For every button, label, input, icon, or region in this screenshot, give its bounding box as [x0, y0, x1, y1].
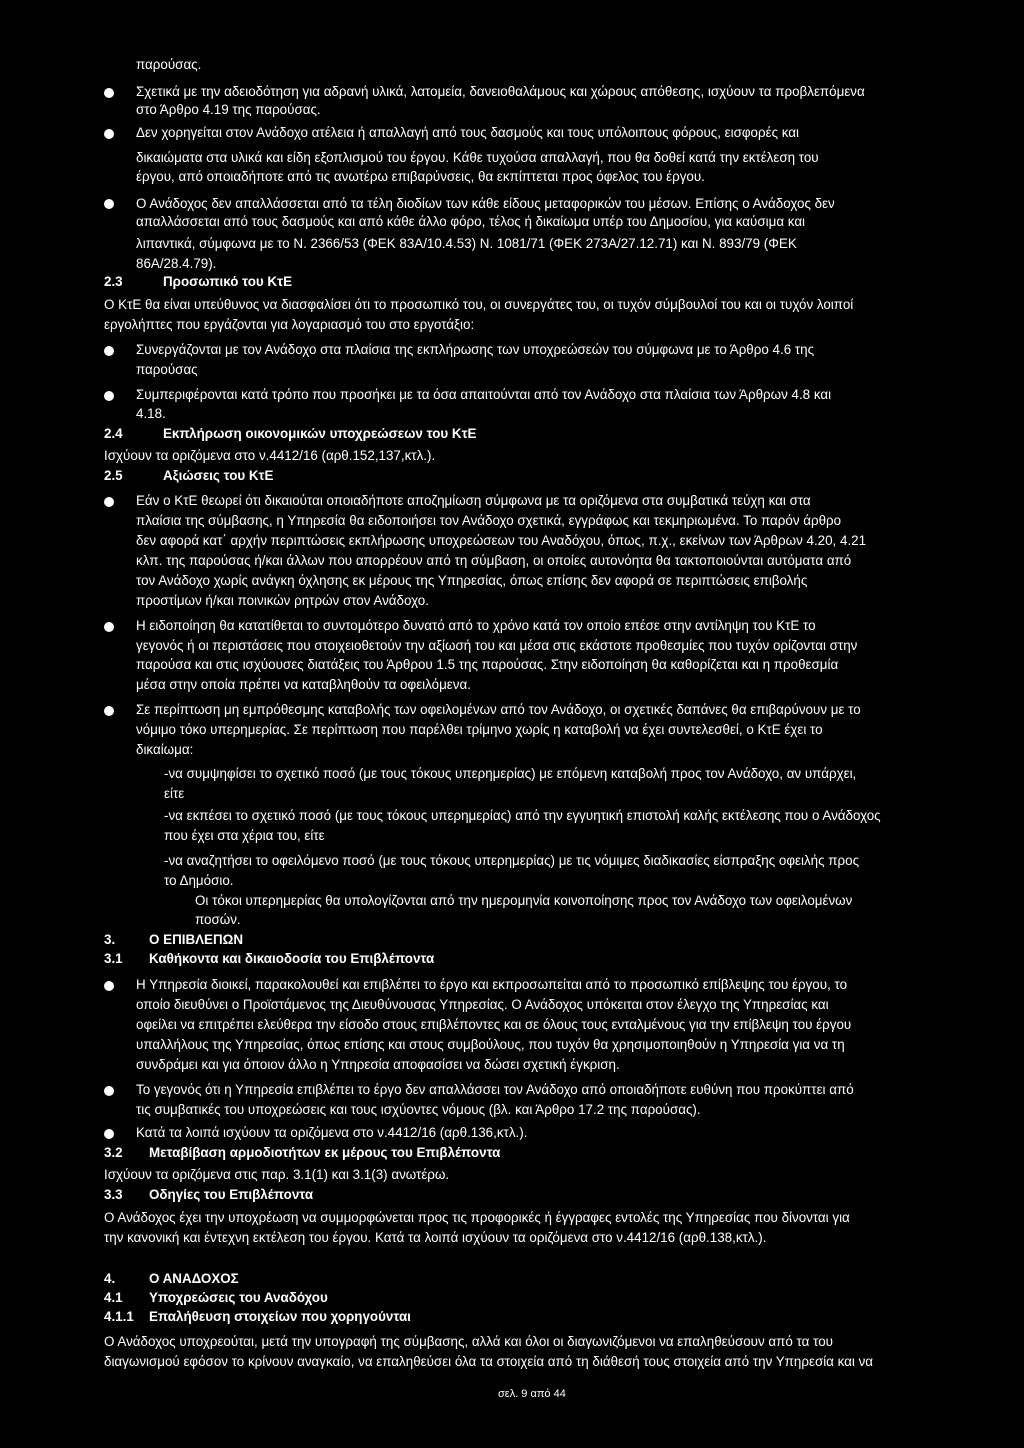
- bullet-icon: [104, 1129, 114, 1139]
- section-number: 3.: [104, 932, 116, 947]
- section-number: 2.4: [104, 426, 123, 441]
- text-line: -να συμψηφίσει το σχετικό ποσό (με τους τόκους υπερημερίας) με επόμενη καταβολή προς τον Ανάδοχο, αν υπάρχει,: [164, 766, 857, 781]
- text-line: δικαιώματα στα υλικά και είδη εξοπλισμού του έργου. Κάθε τυχούσα απαλλαγή, που θα δοθεί κατά την εκτέλεση του: [136, 150, 819, 165]
- text-line: την κανονική και έντεχνη εκτέλεση του έργου. Κατά τα λοιπά ισχύουν τα οριζόμενα στο ν.4412/16 (αρθ.138,κτλ.).: [104, 1230, 767, 1245]
- section-number: 3.1: [104, 951, 123, 966]
- text-line: -να αναζητήσει το οφειλόμενο ποσό (με τους τόκους υπερημερίας) με τις νόμιμες διαδικασίες είσπραξης οφειλής προς: [164, 853, 860, 868]
- text-line: οποίο διευθύνει ο Προϊστάμενος της Διευθύνουσας Υπηρεσίας. Ο Ανάδοχος υπόκειται στον έλεγχο της Υπηρεσίας και: [136, 997, 829, 1012]
- text-line: δεν αφορά κατ΄ αρχήν περιπτώσεις εκπλήρωσης υποχρεώσεων του Αναδόχου, όπως, π.χ., εκείνων των Άρθρων 4.20, 4.21: [136, 533, 867, 548]
- text-line: το Δημόσιο.: [164, 873, 234, 888]
- text-line: Σχετικά με την αδειοδότηση για αδρανή υλικά, λατομεία, δανειοθαλάμους και χώρους απόθεσης, ισχύουν τα προβλεπόμενα: [136, 84, 865, 99]
- section-number: 4.: [104, 1271, 116, 1286]
- bullet-icon: [104, 346, 114, 356]
- text-line: Ισχύουν τα οριζόμενα στις παρ. 3.1(1) και 3.1(3) ανωτέρω.: [104, 1167, 450, 1182]
- text-line: Σε περίπτωση μη εμπρόθεσμης καταβολής των οφειλομένων από τον Ανάδοχο, οι σχετικές δαπάνες θα επιβαρύνουν με το: [136, 702, 861, 717]
- text-line: παρούσας.: [136, 57, 202, 72]
- section-number: 4.1: [104, 1290, 123, 1305]
- text-line: Οι τόκοι υπερημερίας θα υπολογίζονται από την ημερομηνία κοινοποίησης προς τον Ανάδοχο των οφειλομένων: [195, 893, 853, 908]
- section-heading: Οδηγίες του Επιβλέποντα: [149, 1187, 314, 1202]
- text-line: οφείλει να επιτρέπει ελεύθερα την είσοδο στους επιβλέποντες και σε όλους τους ενταλμένους για την επίβλεψη του έργου: [136, 1017, 852, 1032]
- text-line: Ο Ανάδοχος έχει την υποχρέωση να συμμορφώνεται προς τις προφορικές ή έγγραφες εντολές της Υπηρεσίας που δίνονται για: [104, 1210, 850, 1225]
- text-line: έργου, από οποιαδήποτε από τις ανωτέρω επιβαρύνσεις, θα εκπίπτεται προς όφελος του έργου.: [136, 169, 705, 184]
- bullet-icon: [104, 706, 114, 716]
- text-line: απαλλάσσεται από τους δασμούς και από κάθε άλλο φόρο, τέλος ή δικαίωμα υπέρ του Δημοσίου, για καύσιμα και: [136, 214, 806, 229]
- section-number: 2.3: [104, 274, 123, 289]
- text-line: Δεν χορηγείται στον Ανάδοχο ατέλεια ή απαλλαγή από τους δασμούς και τους υπόλοιπους φόρους, εισφορές και: [136, 125, 800, 140]
- section-heading: Επαλήθευση στοιχείων που χορηγούνται: [149, 1309, 411, 1324]
- section-heading: Καθήκοντα και δικαιοδοσία του Επιβλέποντα: [149, 951, 435, 966]
- text-line: προστίμων ή/και ποινικών ρητρών στον Ανάδοχο.: [136, 593, 429, 608]
- section-heading: Προσωπικό του ΚτΕ: [163, 274, 293, 289]
- text-line: παρούσας: [136, 362, 198, 377]
- text-line: Ο ΚτΕ θα είναι υπεύθυνος να διασφαλίσει ότι το προσωπικό του, οι συνεργάτες του, οι τυχόν σύμβουλοί του και οι τυχόν λοιποί: [104, 297, 854, 312]
- section-number: 3.2: [104, 1145, 123, 1160]
- bullet-icon: [104, 199, 114, 209]
- section-number: 4.1.1: [104, 1309, 134, 1324]
- section-heading: Ο ΑΝΑΔΟΧΟΣ: [149, 1271, 239, 1286]
- section-heading: Ο ΕΠΙΒΛΕΠΩΝ: [149, 932, 244, 947]
- text-line: είτε: [164, 786, 185, 801]
- text-line: 86Α/28.4.79).: [136, 256, 217, 271]
- bullet-icon: [104, 622, 114, 632]
- bullet-icon: [104, 129, 114, 139]
- text-line: πλαίσια της σύμβασης, η Υπηρεσία θα ειδοποιήσει τον Ανάδοχο σχετικά, εγγράφως και τεκμηριωμένα. Το παρόν άρθρο: [136, 513, 842, 528]
- text-line: Η Υπηρεσία διοικεί, παρακολουθεί και επιβλέπει το έργο και εκπροσωπείται από το προσωπικό επίβλεψης του έργου, το: [136, 977, 848, 992]
- section-heading: Εκπλήρωση οικονομικών υποχρεώσεων του ΚτΕ: [163, 426, 477, 441]
- text-line: συνδράμει και για όποιον άλλο η Υπηρεσία αποφασίσει να δώσει σχετική έγκριση.: [136, 1057, 620, 1072]
- text-line: 4.18.: [136, 406, 166, 421]
- text-line: τις συμβατικές του υποχρεώσεις και τους ισχύοντες νόμους (βλ. και Άρθρο 17.2 της παρούσας).: [136, 1102, 701, 1117]
- page-number: σελ. 9 από 44: [498, 1388, 566, 1400]
- text-line: Το γεγονός ότι η Υπηρεσία επιβλέπει το έργο δεν απαλλάσσει τον Ανάδοχο από οποιαδήποτε ευθύνη που προκύπτει από: [136, 1082, 854, 1097]
- bullet-icon: [104, 1086, 114, 1096]
- text-line: Ο Ανάδοχος δεν απαλλάσσεται από τα τέλη διοδίων των κάθε είδους μεταφορικών του μέσων. Επίσης ο Ανάδοχος δεν: [136, 196, 835, 211]
- text-line: Εάν ο ΚτΕ θεωρεί ότι δικαιούται οποιαδήποτε αποζημίωση σύμφωνα με τα οριζόμενα στα συμβατικά τεύχη και στα: [136, 493, 811, 508]
- text-line: υπαλλήλους της Υπηρεσίας, όπως επίσης και στους συμβούλους, που τυχόν θα χρησιμοποιηθούν η Υπηρεσία για να τη: [136, 1037, 845, 1052]
- text-line: τον Ανάδοχο χωρίς ανάγκη όχλησης εκ μέρους της Υπηρεσίας, όπως επίσης δεν αφορά σε περιπτώσεις επιβολής: [136, 573, 808, 588]
- text-line: λιπαντικά, σύμφωνα με το Ν. 2366/53 (ΦΕΚ 83Α/10.4.53) Ν. 1081/71 (ΦΕΚ 273Α/27.12.71) και Ν. 893/79 (ΦΕΚ: [136, 236, 797, 251]
- bullet-icon: [104, 391, 114, 401]
- text-line: παρούσα και στις ισχύουσες διατάξεις του Άρθρου 1.5 της παρούσας. Στην ειδοποίηση θα καθορίζεται και η προθεσμία: [136, 657, 839, 672]
- text-line: Ισχύουν τα οριζόμενα στο ν.4412/16 (αρθ.152,137,κτλ.).: [104, 448, 436, 463]
- section-number: 3.3: [104, 1187, 123, 1202]
- text-line: εργολήπτες που εργάζονται για λογαριασμό του στο εργοτάξιο:: [104, 317, 475, 332]
- text-line: Κατά τα λοιπά ισχύουν τα οριζόμενα στο ν.4412/16 (αρθ.136,κτλ.).: [136, 1125, 528, 1140]
- text-line: -να εκπέσει το σχετικό ποσό (με τους τόκους υπερημερίας) από την εγγυητική επιστολή καλής εκτέλεσης που ο Ανάδοχος: [164, 808, 881, 823]
- text-line: διαγωνισμού εφόσον το κρίνουν αναγκαίο, να επαληθεύσει όλα τα στοιχεία από τη διάθεσή τους στοιχεία από την Υπηρεσία και να: [104, 1354, 874, 1369]
- section-number: 2.5: [104, 468, 123, 483]
- text-line: ποσών.: [195, 912, 241, 927]
- section-heading: Μεταβίβαση αρμοδιοτήτων εκ μέρους του Επιβλέποντα: [149, 1145, 501, 1160]
- text-line: Η ειδοποίηση θα κατατίθεται το συντομότερο δυνατό από το χρόνο κατά τον οποίο επέσε στην αντίληψη του ΚτΕ το: [136, 618, 816, 633]
- text-line: Ο Ανάδοχος υποχρεούται, μετά την υπογραφή της σύμβασης, αλλά και όλοι οι διαγωνιζόμενοι να επαληθεύσουν από τα του: [104, 1334, 833, 1349]
- section-heading: Υποχρεώσεις του Αναδόχου: [149, 1290, 328, 1305]
- text-line: μέσα στην οποία πρέπει να καταβληθούν τα οφειλόμενα.: [136, 677, 471, 692]
- bullet-icon: [104, 88, 114, 98]
- text-line: Συμπεριφέρονται κατά τρόπο που προσήκει με τα όσα απαιτούνται από τον Ανάδοχο στα πλαίσια των Άρθρων 4.8 και: [136, 387, 832, 402]
- text-line: Συνεργάζονται με τον Ανάδοχο στα πλαίσια της εκπλήρωσης των υποχρεώσεών του σύμφωνα με το Άρθρο 4.6 της: [136, 342, 815, 357]
- text-line: νόμιμο τόκο υπερημερίας. Σε περίπτωση που παρέλθει τρίμηνο χωρίς η καταβολή να έχει συντελεσθεί, ο ΚτΕ έχει το: [136, 722, 823, 737]
- bullet-icon: [104, 497, 114, 507]
- text-line: στο Άρθρο 4.19 της παρούσας.: [136, 102, 321, 117]
- text-line: που έχει στα χέρια του, είτε: [164, 828, 325, 843]
- bullet-icon: [104, 981, 114, 991]
- text-line: δικαίωμα:: [136, 742, 194, 757]
- text-line: κλπ. της παρούσας ή/και άλλων που απορρέουν από τη σύμβαση, οι οποίες αυτονόητα θα τακτοποιούνται αυτόματα από: [136, 553, 852, 568]
- text-line: γεγονός ή οι περιστάσεις που στοιχειοθετούν την αξίωσή του και μέσα στις εκάστοτε προθεσμίες που τυχόν ορίζονται στην: [136, 638, 858, 653]
- section-heading: Αξιώσεις του ΚτΕ: [163, 468, 274, 483]
